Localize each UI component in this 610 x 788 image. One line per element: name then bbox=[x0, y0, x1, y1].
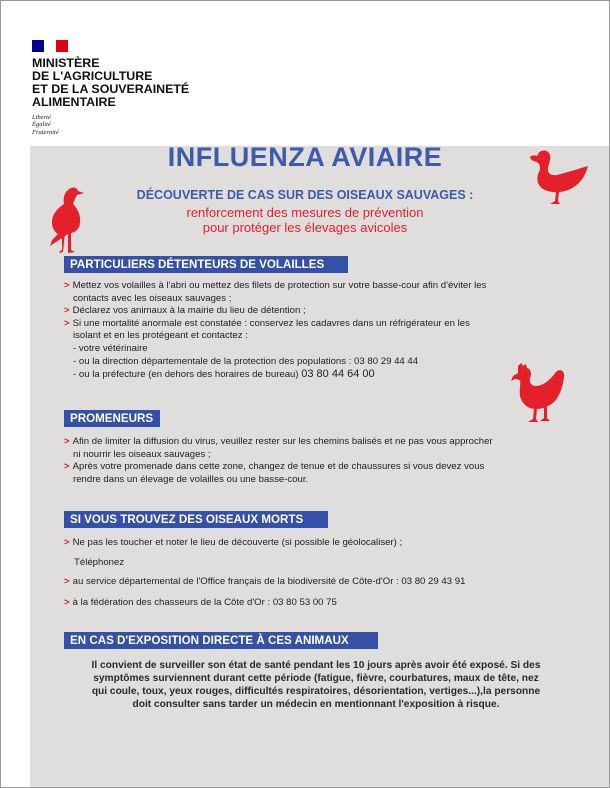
arrow-bullet-icon: > bbox=[64, 305, 70, 317]
list-item: > Après votre promenade dans cette zone, changez de tenue et de chaussures si vous devez vous bbox=[64, 461, 485, 473]
arrow-bullet-icon: > bbox=[64, 280, 70, 291]
arrow-bullet-icon: > bbox=[64, 576, 70, 587]
arrow-bullet-icon: > bbox=[64, 436, 70, 447]
poster-subtitle-red: renforcement des mesures de prévention pour protéger les élevages avicoles bbox=[186, 205, 424, 235]
list-item: > Afin de limiter la diffusion du virus, veuillez rester sur les chemins balisés et ne pas vous approcher bbox=[64, 436, 493, 447]
promeneurs-list: > Afin de limiter la diffusion du virus, veuillez rester sur les chemins balisés et ne pas vous approcher ni nourrir les oiseaux sauvages ; > Après votre promenade dans cette zone, changez de tenue et de chaussures si vous devez vous rendre dans un élevage de volailles ou une basse-cour. bbox=[64, 436, 576, 486]
section-heading-exposition: EN CAS D'EXPOSITION DIRECTE À CES ANIMAUX bbox=[64, 632, 378, 649]
list-item: > Mettez vos volailles à l'abri ou mettez des filets de protection sur votre basse-cour afin d'éviter les bbox=[64, 280, 487, 291]
arrow-bullet-icon: > bbox=[64, 317, 70, 329]
ministry-name: MINISTÈRE DE L'AGRICULTURE ET DE LA SOUVERAINETÉ ALIMENTAIRE bbox=[32, 56, 190, 109]
arrow-bullet-icon: > bbox=[64, 461, 70, 473]
section-heading-oiseaux-morts: SI VOUS TROUVEZ DES OISEAUX MORTS bbox=[64, 511, 328, 528]
seagull-icon bbox=[46, 184, 86, 254]
morts-item-1: > Ne pas les toucher et noter le lieu de découverte (si possible le géolocaliser) ; bbox=[64, 537, 403, 548]
morts-item-2: > au service départemental de l'Office français de la biodiversité de Côte-d'Or : 03 80 29 43 91 bbox=[64, 576, 466, 587]
arrow-bullet-icon: > bbox=[64, 597, 70, 608]
section-heading-particuliers: PARTICULIERS DÉTENTEURS DE VOLAILLES bbox=[64, 256, 348, 273]
arrow-bullet-icon: > bbox=[64, 537, 70, 548]
poster-subtitle: DÉCOUVERTE DE CAS SUR DES OISEAUX SAUVAGES : bbox=[136, 188, 474, 202]
morts-item-3: > à la fédération des chasseurs de la Côte d'Or : 03 80 53 00 75 bbox=[64, 597, 337, 608]
prefecture-phone: 03 80 44 64 00 bbox=[301, 368, 375, 381]
duck-icon bbox=[526, 146, 588, 206]
devise: Liberté Égalité Fraternité bbox=[32, 114, 59, 136]
poster-title: INFLUENZA AVIAIRE bbox=[167, 142, 443, 172]
section-heading-promeneurs: PROMENEURS bbox=[64, 410, 160, 427]
list-item: > Si une mortalité anormale est constatée : conservez les cadavres dans un réfrigérateur en les bbox=[64, 317, 470, 329]
exposition-text: Il convient de surveiller son état de santé pendant les 10 jours après avoir été exposé. Si des symptômes surviennent durant cette période (fatigue, fièvre, courbatures, maux de tête, nez qui coule, toux, yeux rouges, difficultés respiratoires, désorientation, vertiges...),la personne doit consulter sans tarder un médecin en mentionnant l'exposition à risque. bbox=[91, 660, 541, 710]
list-item: > Déclarez vos animaux à la mairie du lieu de détention ; bbox=[64, 305, 306, 317]
particuliers-list: > Mettez vos volailles à l'abri ou mettez des filets de protection sur votre basse-cour afin d'éviter les contacts avec les oiseaux sauvages ; > Déclarez vos animaux à la mairie du lieu de détention ; > Si une mortalité anormale est constatée : conservez les cadavres dans un réfrigérateur en les isolant et en les protégeant et contactez : - votre vétérinaire - ou la direction départementale de la protection des populations : 03 80 29 44 44 - ou la préfecture (en dehors des horaires de bureau) 03 80 44 64 00 bbox=[64, 280, 576, 382]
telephonez-label: Téléphonez bbox=[74, 557, 125, 568]
